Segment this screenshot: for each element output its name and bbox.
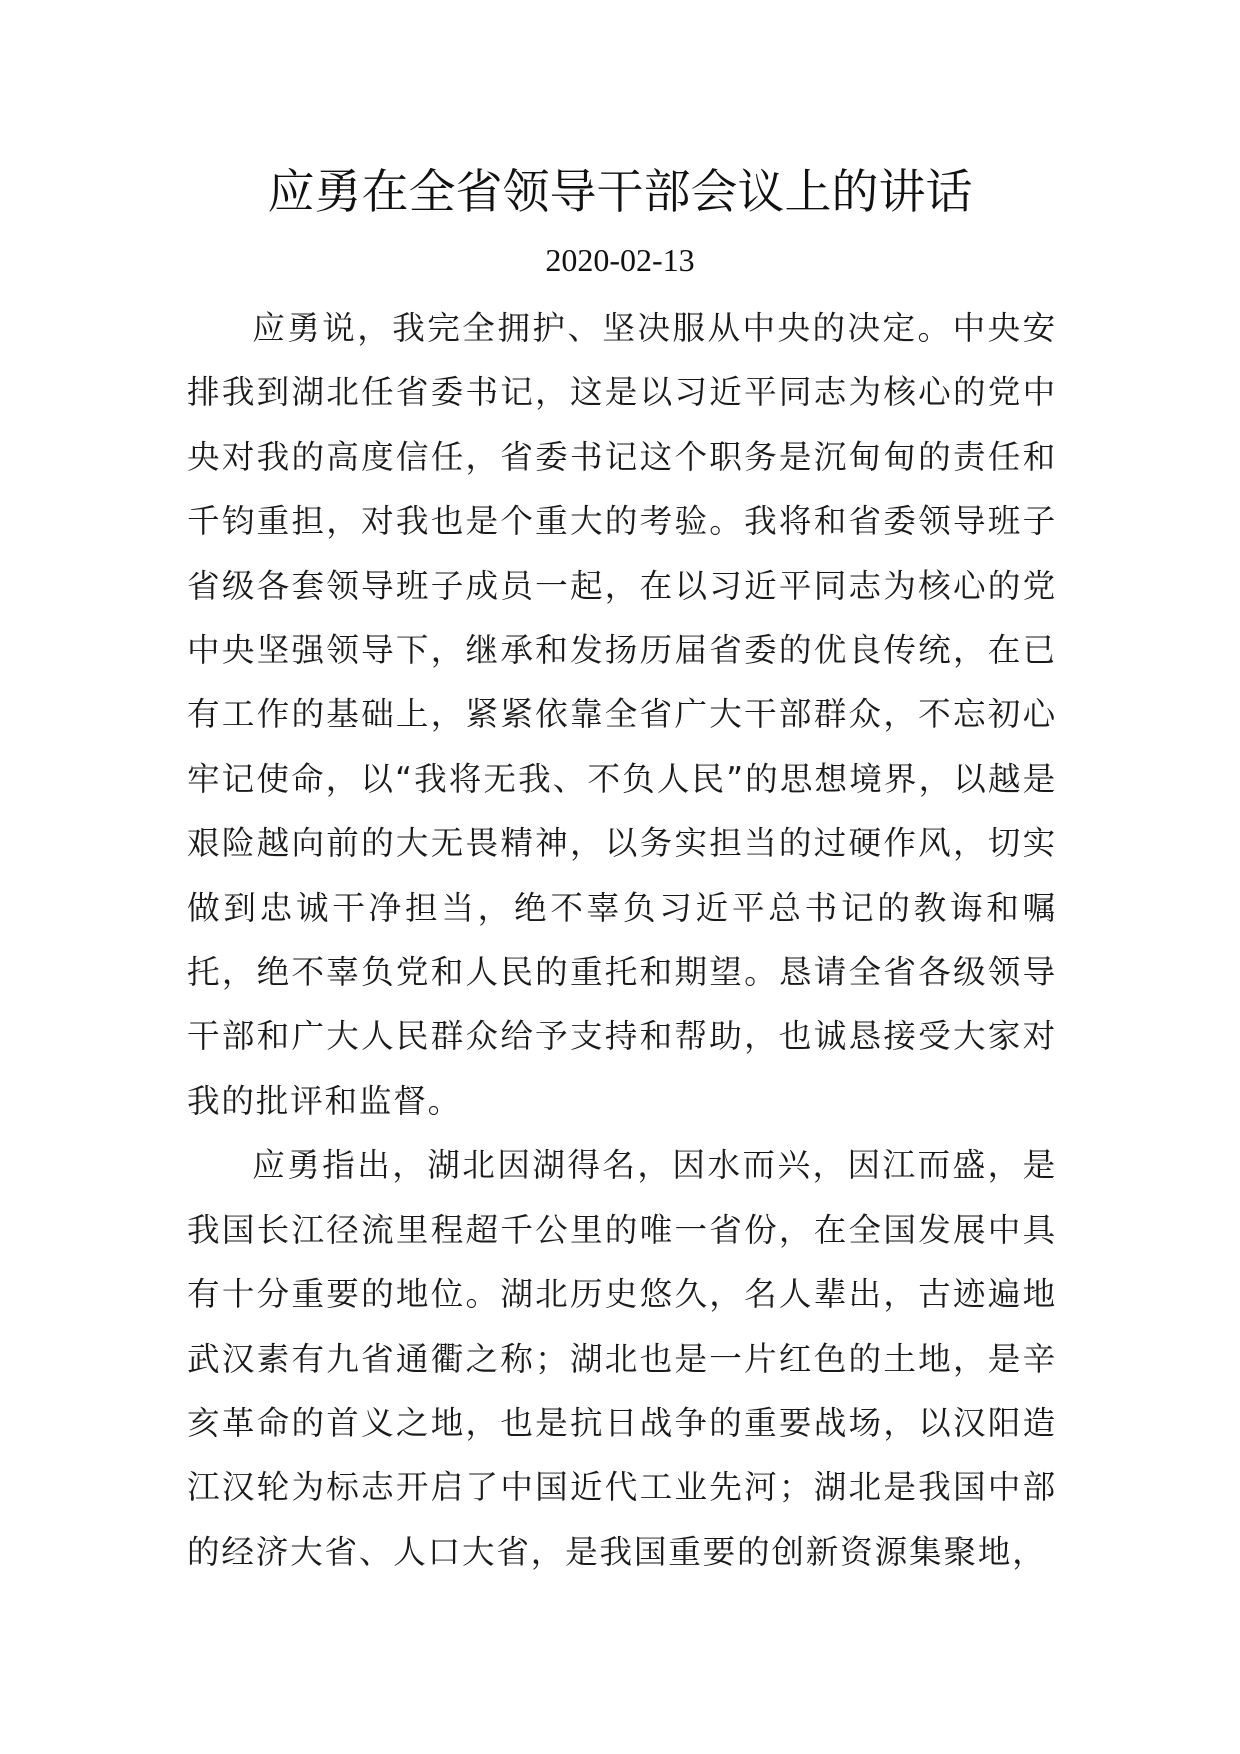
document-title: 应勇在全省领导干部会议上的讲话 [267,165,973,220]
document-body [187,296,1057,1584]
paragraph-2: 应勇指出，湖北因湖得名，因水而兴，因江而盛，是我国长江径流里程超千公里的唯一省份，在全国发展中具有十分重要的地位。湖北历史悠久，名人辈出，古迹遍地武汉素有九省通衢之称；湖北也是一片红色的土地，是辛亥革命的首义之地，也是抗日战争的重要战场，以汉阳造江汉轮为标志开启了中国近代工业先河；湖北是我国中部的经济大省、人口大省，是我国重要的创新资源集聚地， [187,1146,1057,1571]
paragraph-1: 应勇说，我完全拥护、坚决服从中央的决定。中央安排我到湖北任省委书记，这是以习近平同志为核心的党中央对我的高度信任，省委书记这个职务是沉甸甸的责任和千钧重担，对我也是个重大的考验。我将和省委领导班子省级各套领导班子成员一起，在以习近平同志为核心的党中央坚强领导下，继承和发扬历届省委的优良传统，在已有工作的基础上，紧紧依靠全省广大干部群众，不忘初心牢记使命，以“我将无我、不负人民”的思想境界，以越是艰险越向前的大无畏精神，以务实担当的过硬作风，切实做到忠诚干净担当，绝不辜负习近平总书记的教诲和嘱托，绝不辜负党和人民的重托和期望。恳请全省各级领导干部和广大人民群众给予支持和帮助，也诚恳接受大家对我的批评和监督。 [187,309,1057,1120]
document-date: 2020-02-13 [545,242,695,278]
